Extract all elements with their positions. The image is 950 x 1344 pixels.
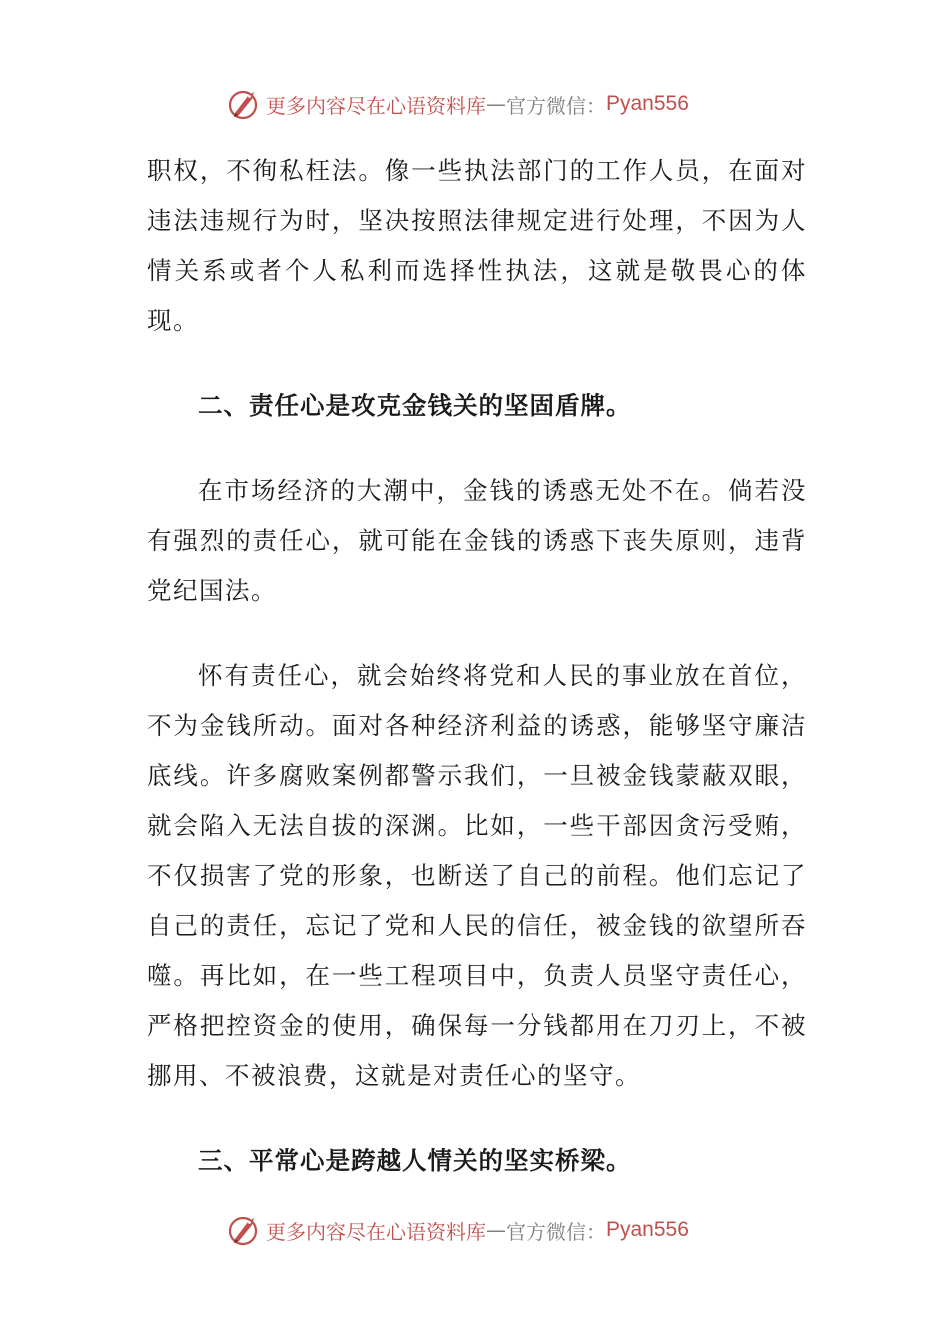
watermark-text: 更多内容尽在心语资料库 — [266, 1219, 486, 1244]
section-heading-3: 三、平常心是跨越人情关的坚实桥梁。 — [198, 1146, 632, 1175]
section-heading-2: 二、责任心是攻克金钱关的坚固盾牌。 — [198, 391, 632, 420]
watermark-separator: — — [486, 1218, 506, 1242]
footer-watermark — [226, 1210, 689, 1250]
document-body — [147, 146, 807, 1186]
watermark-contact-id: Pyan556 — [606, 1218, 689, 1241]
paragraph-market-economy: 在市场经济的大潮中，金钱的诱惑无处不在。倘若没有强烈的责任心，就可能在金钱的诱惑下丧失原则，违背党纪国法。 — [147, 476, 807, 605]
watermark-contact-id: Pyan556 — [606, 92, 689, 115]
watermark-separator: — — [486, 92, 506, 116]
watermark-contact-label: 官方微信： — [506, 1219, 606, 1244]
watermark-contact-label: 官方微信： — [506, 93, 606, 118]
paragraph-continued: 职权，不徇私枉法。像一些执法部门的工作人员，在面对违法违规行为时，坚决按照法律规定进行处理，不因为人情关系或者个人私利而选择性执法，这就是敬畏心的体现。 — [147, 156, 807, 335]
watermark-text: 更多内容尽在心语资料库 — [266, 93, 486, 118]
pen-nib-logo-icon — [226, 1212, 262, 1248]
pen-nib-logo-icon — [226, 86, 262, 122]
paragraph-responsibility: 怀有责任心，就会始终将党和人民的事业放在首位，不为金钱所动。面对各种经济利益的诱惑，能够坚守廉洁底线。许多腐败案例都警示我们，一旦被金钱蒙蔽双眼，就会陷入无法自拔的深渊。比如，一些干部因贪污受贿，不仅损害了党的形象，也断送了自己的前程。他们忘记了自己的责任，忘记了党和人民的信任，被金钱的欲望所吞噬。再比如，在一些工程项目中，负责人员坚守责任心，严格把控资金的使用，确保每一分钱都用在刀刃上，不被挪用、不被浪费，这就是对责任心的坚守。 — [147, 661, 807, 1090]
header-watermark — [226, 84, 689, 124]
